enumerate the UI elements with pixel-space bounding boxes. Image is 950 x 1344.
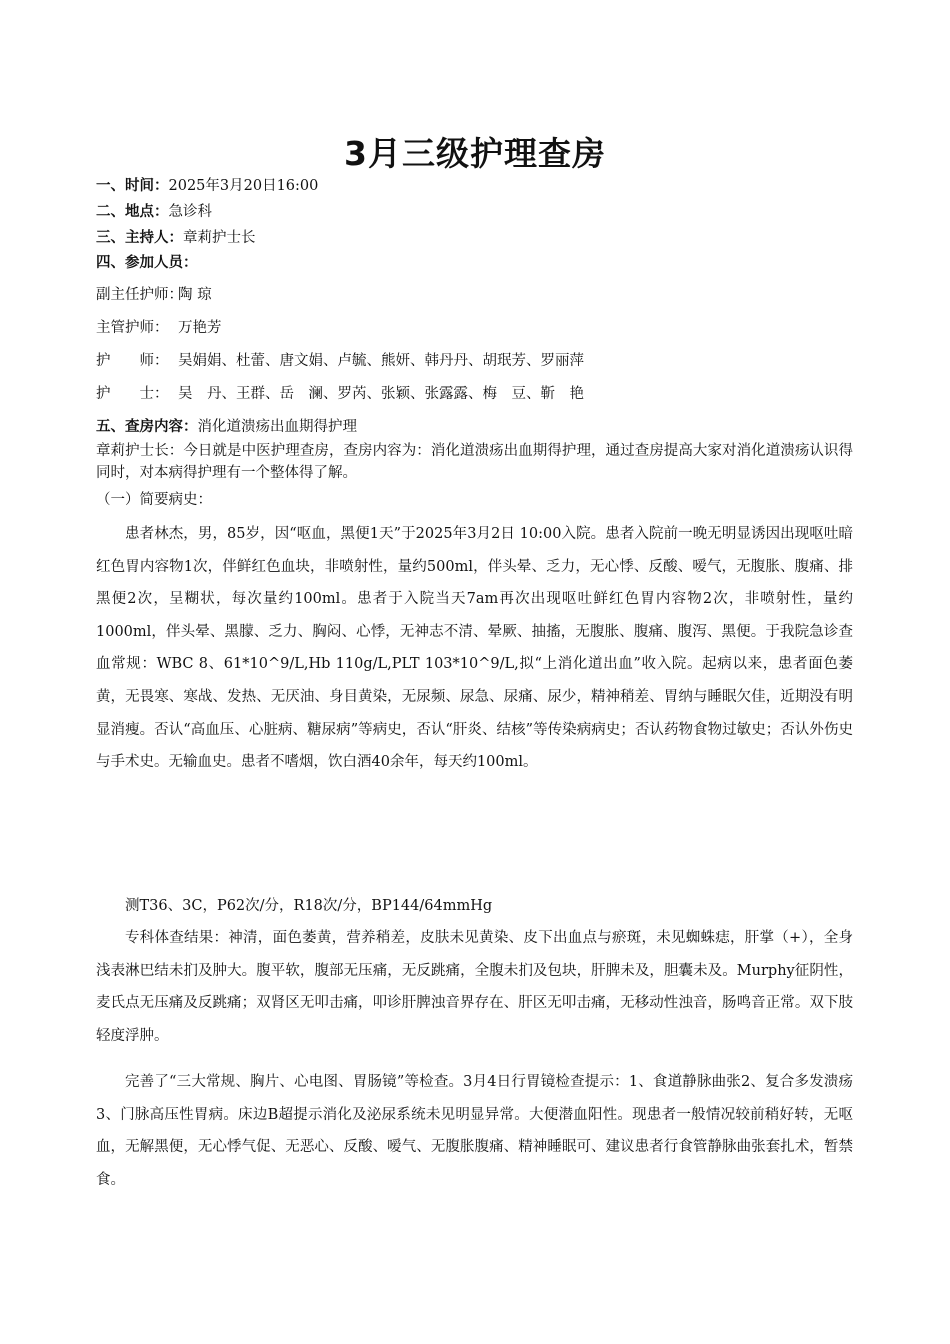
- time-line: [96, 176, 866, 196]
- participant-role: 副主任护师：: [96, 287, 183, 303]
- participants-line: [96, 253, 866, 273]
- place-value: 急诊科: [168, 204, 212, 220]
- time-label: 一、时间：: [96, 178, 169, 194]
- participant-names: 吴娟娟、杜蕾、唐文娟、卢毓、熊妍、韩丹丹、胡珉芳、罗丽萍: [178, 353, 584, 369]
- content-value: 消化道溃疡出血期得护理: [197, 419, 357, 435]
- participant-row: [96, 351, 584, 371]
- participant-names: 吴 丹、王群、岳 澜、罗芮、张颖、张露露、梅 豆、靳 艳: [178, 386, 584, 402]
- host-value: 章莉护士长: [183, 230, 256, 246]
- content-label: 五、查房内容：: [96, 419, 198, 435]
- time-value: 2025年3月20日16:00: [168, 178, 319, 194]
- participant-names: 陶 琼: [178, 287, 212, 303]
- history-paragraph: 患者林杰，男，85岁，因“呕血，黑便1天”于2025年3月2日 10:00入院。患者入院前一晚无明显诱因出现呕吐暗红色胃内容物1次，伴鲜红色血块，非喷射性，量约500ml，伴头晕、乏力，无心悸、反酸、嗳气，无腹胀、腹痛、排黑便2次，呈糊状，每次量约100ml。患者于入院当天7am再次出现呕吐鲜红色胃内容物2次，非喷射性，量约1000ml，伴头晕、黑朦、乏力、胸闷、心悸，无神志不清、晕厥、抽搐，无腹胀、腹痛、腹泻、黑便。于我院急诊查血常规：WBC 8、61*10^9/L,Hb 110g/L,PLT 103*10^9/L,拟“上消化道出血”收入院。起病以来，患者面色萎黄，无畏寒、寒战、发热、无厌油、身目黄染，无尿频、尿急、尿痛、尿少，精神稍差、胃纳与睡眠欠佳，近期没有明显消瘦。否认“高血压、心脏病、糖尿病”等病史，否认“肝炎、结核”等传染病病史；否认药物食物过敏史；否认外伤史与手术史。无输血史。患者不嗜烟，饮白酒40余年，每天约100ml。: [96, 526, 853, 771]
- document-title: 3月三级护理查房: [344, 134, 606, 173]
- history-heading: （一）简要病史：: [96, 492, 212, 508]
- vitals-paragraph: 测T36、3C，P62次/分，R18次/分，BP144/64mmHg: [125, 898, 493, 914]
- participant-row: [96, 318, 222, 338]
- participant-role: 护 士：: [96, 386, 169, 402]
- intro-paragraph: 章莉护士长：今日就是中医护理查房，查房内容为：消化道溃疡出血期得护理，通过查房提高大家对消化道溃疡认识得同时，对本病得护理有一个整体得了解。: [96, 443, 853, 481]
- place-label: 二、地点：: [96, 204, 169, 220]
- participant-role: 护 师：: [96, 353, 169, 369]
- participants-label: 四、参加人员：: [96, 255, 198, 271]
- host-line: [96, 228, 866, 248]
- exam-paragraph: 专科体查结果：神清，面色萎黄，营养稍差，皮肤未见黄染、皮下出血点与瘀斑，未见蜘蛛痣，肝掌（+），全身浅表淋巴结未扪及肿大。腹平软，腹部无压痛，无反跳痛，全腹未扪及包块，肝脾未及，胆囊未及。Murphy征阴性，麦氏点无压痛及反跳痛；双肾区无叩击痛，叩诊肝脾浊音界存在、肝区无叩击痛，无移动性浊音，肠鸣音正常。双下肢轻度浮肿。: [96, 930, 853, 1044]
- tests-paragraph: 完善了“三大常规、胸片、心电图、胃肠镜”等检查。3月4日行胃镜检查提示：1、食道静脉曲张2、复合多发溃疡3、门脉高压性胃病。床边B超提示消化及泌尿系统未见明显异常。大便潜血阳性。现患者一般情况较前稍好转，无呕血，无解黑便，无心悸气促、无恶心、反酸、嗳气、无腹胀腹痛、精神睡眠可、建议患者行食管静脉曲张套扎术，暂禁食。: [96, 1074, 853, 1188]
- place-line: [96, 202, 866, 222]
- participant-row: [96, 384, 584, 404]
- content-line: [96, 417, 866, 437]
- host-label: 三、主持人：: [96, 230, 183, 246]
- participant-role: 主管护师：: [96, 320, 169, 336]
- participant-row: [96, 285, 212, 305]
- participant-names: 万艳芳: [178, 320, 222, 336]
